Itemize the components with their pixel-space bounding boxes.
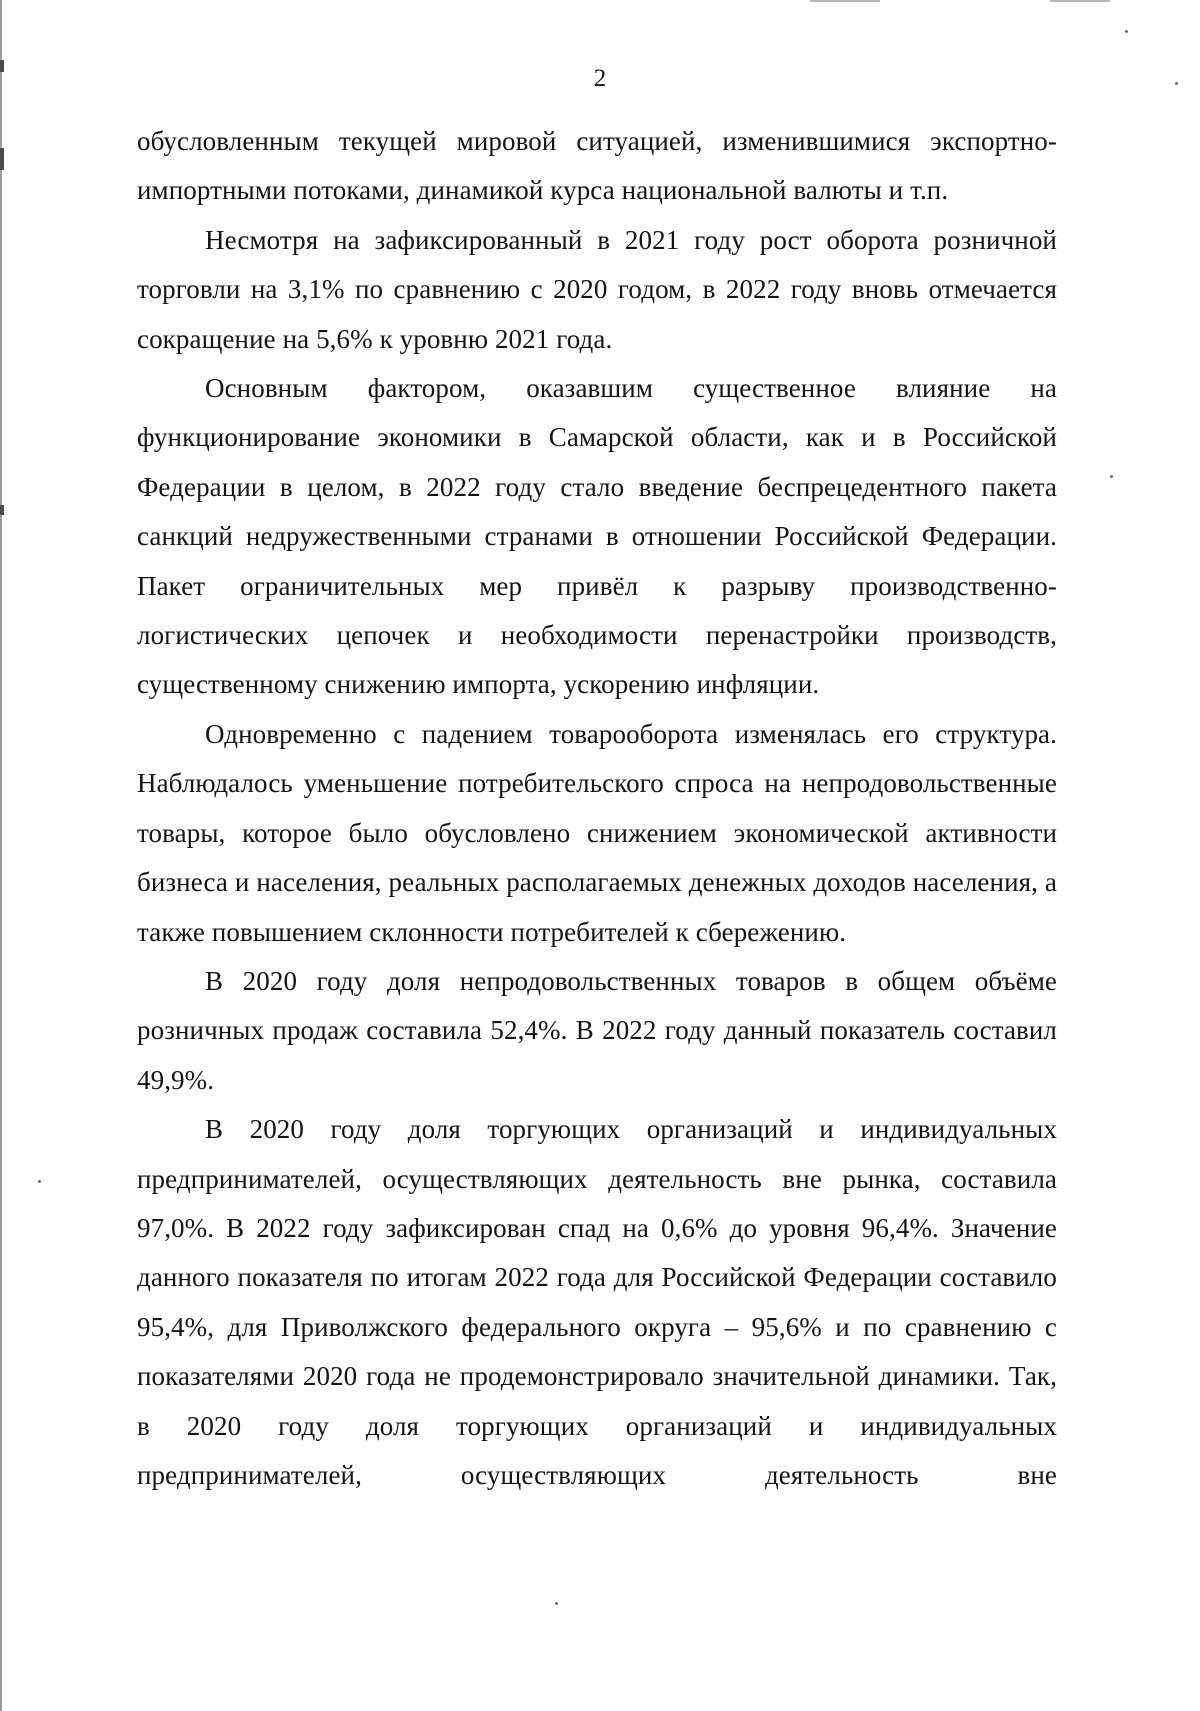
paragraph: Одновременно с падением товарооборота изменялась его структура. Наблюдалось уменьшение потребительского спроса на непродовольственные товары, которое было обусловлено снижением экономической активности бизнеса и населения, реальных располагаемых денежных доходов населения, а также повышением склонности потребителей к сбережению. <box>137 718 1057 947</box>
scan-speck <box>1125 30 1128 33</box>
paragraph: Несмотря на зафиксированный в 2021 году рост оборота розничной торговли на 3,1% по сравнению с 2020 годом, в 2022 году вновь отмечается сокращение на 5,6% к уровню 2021 года. <box>137 224 1057 354</box>
scan-speck <box>38 1180 41 1183</box>
scan-artifact <box>810 0 880 2</box>
page-number: 2 <box>593 65 607 92</box>
paragraph: В 2020 году доля непродовольственных товаров в общем объёме розничных продаж составила 52,4%. В 2022 году данный показатель составил 49,9%. <box>137 965 1057 1095</box>
scan-artifact <box>0 148 4 170</box>
scan-edge <box>0 0 2 1711</box>
document-body <box>137 117 1057 1500</box>
scan-speck <box>1110 475 1113 478</box>
scan-artifact <box>0 505 4 515</box>
scan-artifact <box>1050 0 1110 2</box>
paragraph: В 2020 году доля торгующих организаций и индивидуальных предпринимателей, осуществляющих деятельность вне рынка, составила 97,0%. В 2022 году зафиксирован спад на 0,6% до уровня 96,4%. Значение данного показателя по итогам 2022 года для Российской Федерации составило 95,4%, для Приволжского федерального округа – 95,6% и по сравнению с показателями 2020 года не продемонстрировало значительной динамики. Так, в 2020 году доля торгующих организаций и индивидуальных предпринимателей, осуществляющих деятельность вне <box>137 1114 1057 1490</box>
paragraph: обусловленным текущей мировой ситуацией, изменившимися экспортно-импортными потоками, динамикой курса национальной валюты и т.п. <box>137 126 1057 206</box>
scan-speck <box>555 1602 558 1605</box>
paragraph: Основным фактором, оказавшим существенное влияние на функционирование экономики в Самарской области, как и в Российской Федерации в целом, в 2022 году стало введение беспрецедентного пакета санкций недружественными странами в отношении Российской Федерации. Пакет ограничительных мер привёл к разрыву производственно-логистических цепочек и необходимости перенастройки производств, существенному снижению импорта, ускорению инфляции. <box>137 373 1057 700</box>
